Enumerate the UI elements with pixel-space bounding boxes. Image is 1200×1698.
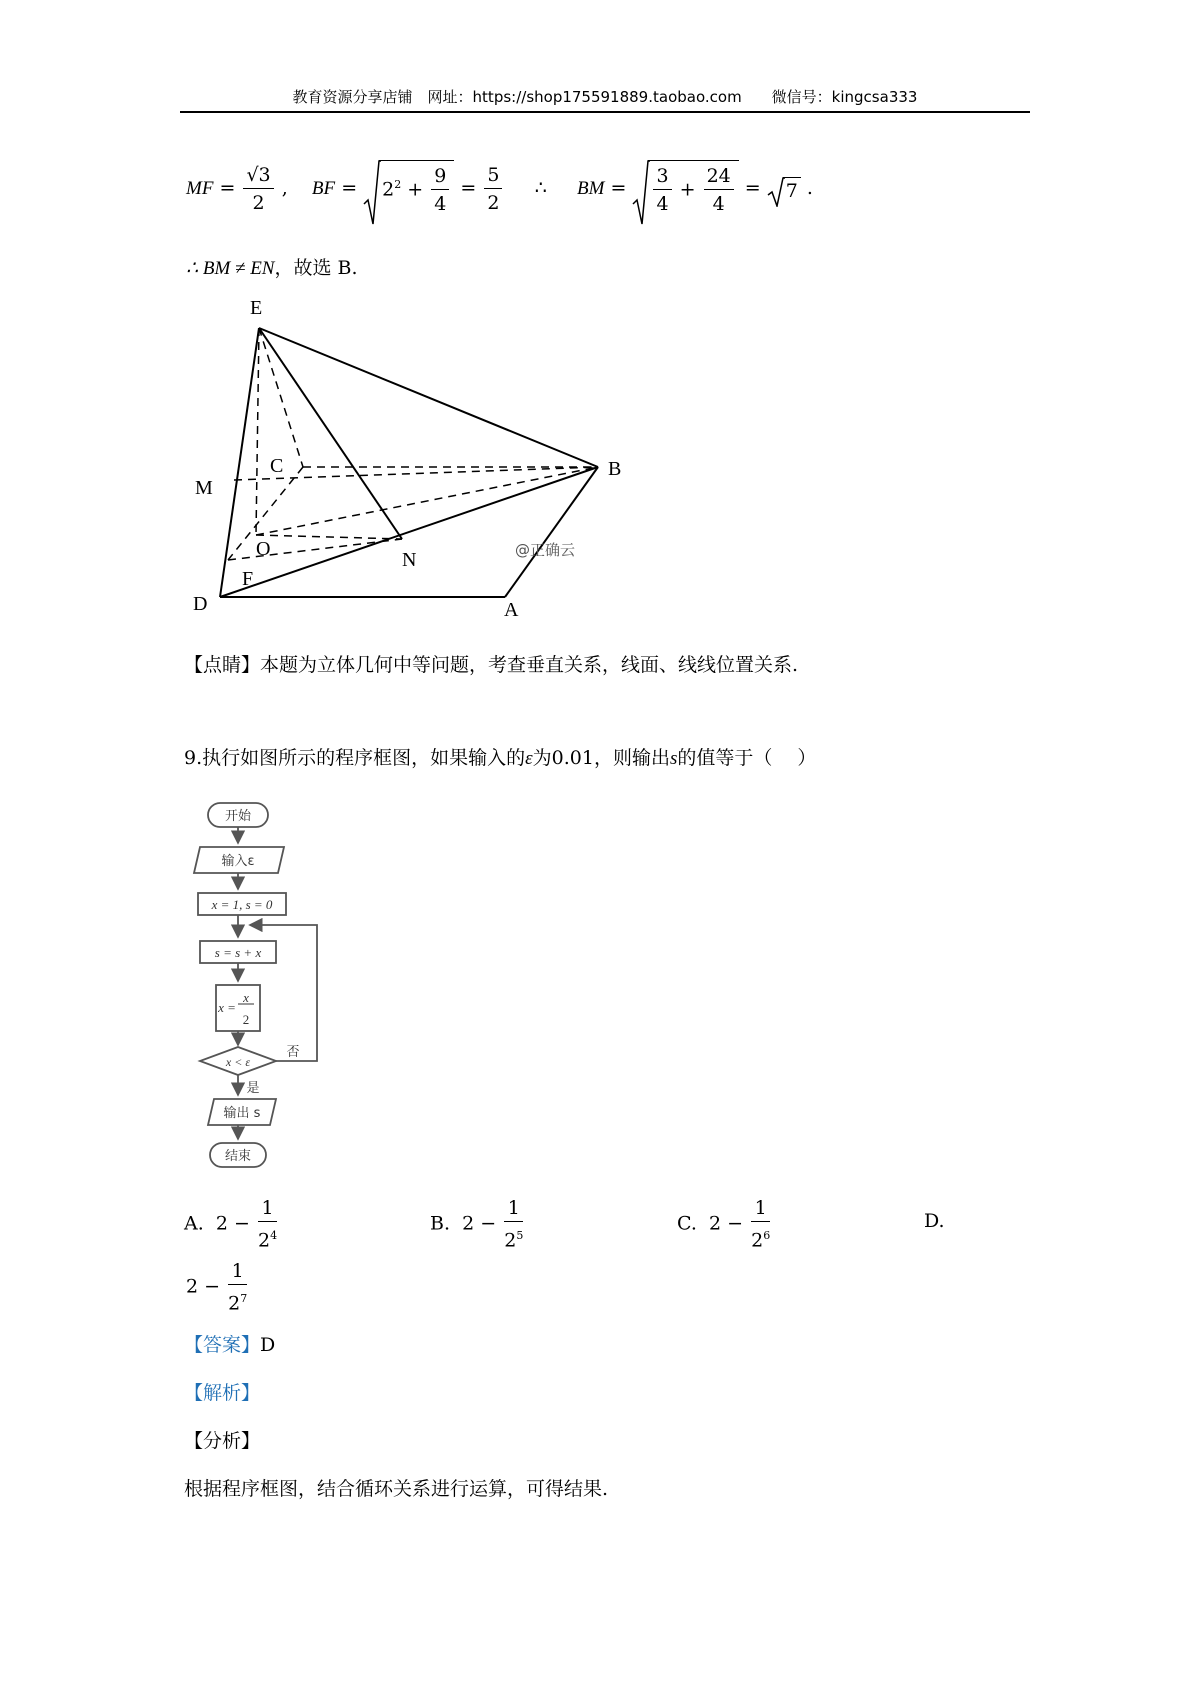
vertex-m-label: M [195,477,213,499]
mf-fraction: $\frac{√3}{2}$ [243,162,273,217]
fenxi-tag: 【分析】 [184,1430,261,1452]
answer-line [184,1330,275,1357]
vertex-d-label: D [193,593,208,615]
flow-half-den: 2 [242,1012,250,1027]
page-header: 教育资源分享店铺 网址：https://shop175591889.taobao.com 微信号：kingcsa333 [292,88,918,106]
flow-half-num: x [243,990,249,1005]
flow-half-lhs: x = [218,1000,236,1015]
vertex-a-label: A [504,599,519,621]
conclusion-math: ∴ BM ≠ EN [186,258,275,279]
flow-sum-text: s = s + x [214,945,262,960]
jiexi-tag: 【解析】 [184,1382,261,1404]
header-divider [180,111,1030,113]
flow-start-text: 开始 [224,809,252,824]
flowchart [180,795,360,1175]
option-b: B. 2 − $\frac{1}{2^5}$ [430,1197,524,1252]
conclusion-line [186,253,358,280]
bf-result: $\frac{5}{2}$ [484,162,502,217]
flow-no-label: 否 [286,1045,300,1060]
flow-init-text: x = 1, s = 0 [211,897,273,912]
bf-radical: $2^2$ + $\frac{9}{4}$ [363,160,454,218]
question-9: 9.执行如图所示的程序框图，如果输入的ε为0.01，则输出s的值等于（ ） [184,747,817,769]
option-a: A. 2 − $\frac{1}{2^4}$ [184,1197,278,1252]
vertex-n-label: N [402,549,417,571]
formula-line: MF = $\frac{√3}{2}$ , BF = $2^2$ + $\frac{9}{4}$ = $\frac{5}{2}$ ∴ BM = $\frac{3}{4}$ + $\frac{24}{4}$ = 7 . [186,160,813,230]
watermark: @正确云 [515,541,576,559]
dianjing-paragraph: 【点睛】本题为立体几何中等问题，考查垂直关系，线面、线线位置关系. [184,654,799,676]
flow-end-text: 结束 [224,1149,252,1164]
flow-input-text: 输入ε [221,854,255,869]
vertex-f-label: F [242,568,254,590]
option-d-label: D. [924,1210,945,1232]
vertex-b-label: B [608,458,622,480]
flow-yes-label: 是 [246,1081,260,1096]
bm-label: BM [577,178,605,199]
bm-radical: $\frac{3}{4}$ + $\frac{24}{4}$ [632,160,738,218]
vertex-o-label: O [256,538,271,560]
option-d: 2 − $\frac{1}{2^7}$ [186,1260,248,1315]
flow-cond-text: x < ε [225,1055,251,1069]
bf-label: BF [311,178,336,199]
answer-tag: 【答案】 [184,1334,261,1356]
geometry-figure [180,290,660,630]
conclusion-text: ，故选 B. [274,257,358,279]
answer-value: D [260,1334,276,1356]
vertex-c-label: C [270,455,284,477]
analysis-text: 根据程序框图，结合循环关系进行运算，可得结果. [184,1478,609,1500]
option-c: C. 2 − $\frac{1}{2^6}$ [677,1197,771,1252]
mf-label: MF [186,178,214,199]
bm-result-radical: 7 [767,177,801,202]
therefore-symbol: ∴ [534,177,547,199]
vertex-e-label: E [250,297,263,319]
flow-output-text: 输出 s [223,1106,261,1121]
